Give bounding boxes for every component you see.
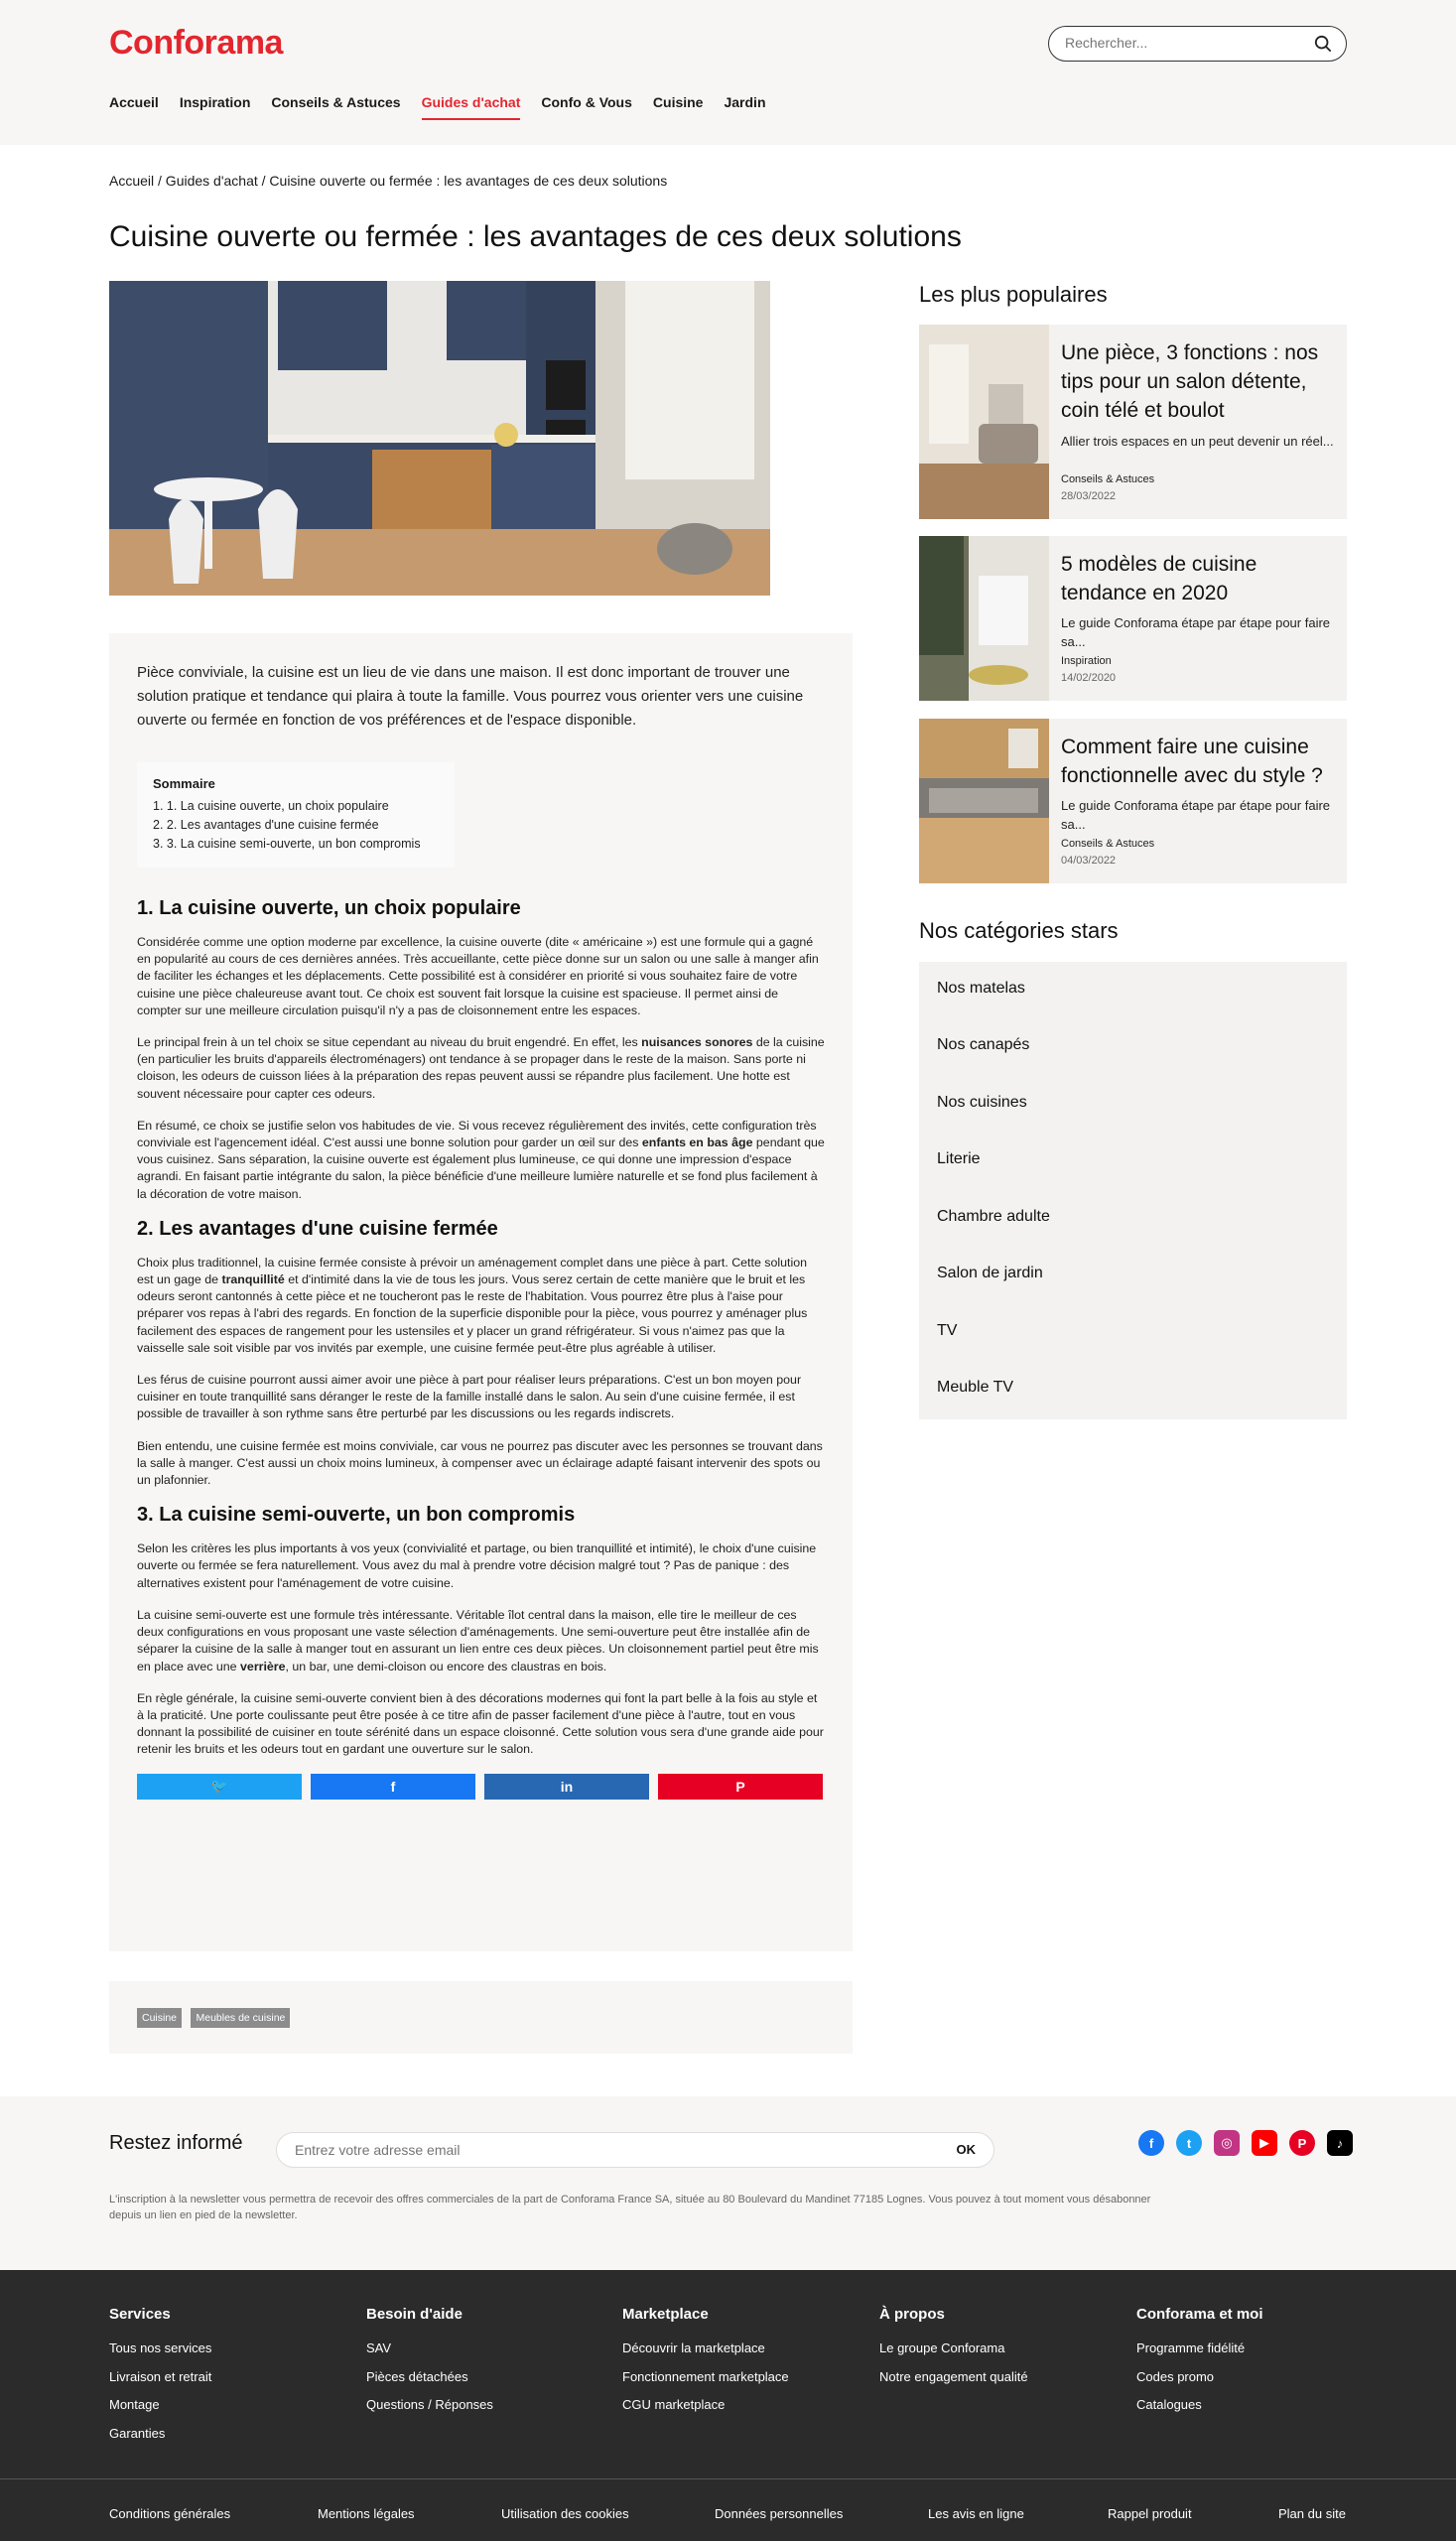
- card-thumbnail[interactable]: [919, 325, 1049, 519]
- footer-link[interactable]: Le groupe Conforama: [879, 2340, 1005, 2355]
- popular-title: Les plus populaires: [919, 282, 1108, 307]
- toc-item[interactable]: 1. 1. La cuisine ouverte, un choix populaire: [153, 799, 389, 813]
- card-category: Inspiration: [1061, 655, 1112, 667]
- nav-cuisine[interactable]: Cuisine: [652, 94, 704, 110]
- nav-conseils-astuces[interactable]: Conseils & Astuces: [271, 94, 401, 110]
- twitter-icon[interactable]: t: [1176, 2130, 1202, 2156]
- category-link[interactable]: Chambre adulte: [937, 1208, 1050, 1225]
- footer-bottom-link[interactable]: Données personnelles: [715, 2506, 844, 2521]
- footer-link[interactable]: Questions / Réponses: [366, 2397, 493, 2412]
- card-title[interactable]: 5 modèles de cuisine tendance en 2020: [1061, 553, 1257, 604]
- card-date: 14/02/2020: [1061, 672, 1117, 684]
- article-intro: Pièce conviviale, la cuisine est un lieu de vie dans une maison. Il est donc important de trouver une solution pratique et tendance qui plaira à toute la famille. Vous pourrez vous orienter vers une cuisine ouverte ou fermée en fonction de vos préférences et de l'espace disponible.: [137, 664, 804, 729]
- footer-link[interactable]: CGU marketplace: [622, 2397, 726, 2412]
- footer-bottom-link[interactable]: Conditions générales: [109, 2506, 231, 2521]
- facebook-icon[interactable]: f: [1138, 2130, 1164, 2156]
- paragraph: La cuisine semi-ouverte est une formule très intéressante. Véritable îlot central dans la maison, elle tire le meilleur de ces deux configurations en vous proposant une vaste sélection d'aménagements. Une semi-ouverture peut être installée afin de séparer la cuisine de la salle à manger tout en assurant un lien entre ces deux pièces. Un cloisonnement partiel peut être mis en place avec une verrière, un bar, une demi-cloison ou encore des claustras en bois.: [137, 1607, 819, 1673]
- newsletter-email-input[interactable]: [295, 2142, 910, 2158]
- bold-text: verrière: [240, 1659, 286, 1673]
- article-body: [109, 633, 853, 1951]
- footer-link[interactable]: Notre engagement qualité: [879, 2368, 1028, 2384]
- newsletter-legal-text: L'inscription à la newsletter vous permettra de recevoir des offres commerciales de la part de Conforama France SA, située au 80 Boulevard du Mandinet 77185 Lognes. Vous pouvez à tout moment vous désabonner depuis un lien en pied de la newsletter.: [109, 2194, 1151, 2221]
- category-link[interactable]: Nos cuisines: [937, 1094, 1027, 1111]
- nav-confo-vous[interactable]: Confo & Vous: [541, 94, 632, 110]
- footer-column-title: Besoin d'aide: [366, 2306, 463, 2323]
- card-category: Conseils & Astuces: [1061, 473, 1155, 485]
- paragraph: Le principal frein à un tel choix se situe cependant au niveau du bruit engendré. En effet, les nuisances sonores de la cuisine (en particulier les bruits d'appareils électroménagers) ont tendance à se propager dans le reste de la maison. Sans porte ni cloison, les odeurs de cuisson liées à la préparation des repas peuvent aussi se répandre plus facilement. Une hotte est souvent nécessaire pour capter ces odeurs.: [137, 1035, 825, 1101]
- table-of-contents: [137, 762, 455, 868]
- category-link[interactable]: Salon de jardin: [937, 1265, 1043, 1281]
- footer-bottom-link[interactable]: Les avis en ligne: [928, 2506, 1024, 2521]
- footer-bottom-link[interactable]: Mentions légales: [318, 2506, 415, 2521]
- paragraph: Selon les critères les plus importants à vos yeux (convivialité et partage, ou bien tranquillité et intimité), le choix d'une cuisine ouverte ou fermée se fera naturellement. Vous avez du mal à prendre votre décision malgré tout ? Pas de panique : des alternatives existent pour l'aménagement de votre cuisine.: [137, 1541, 817, 1590]
- share-facebook-button[interactable]: [311, 1774, 475, 1800]
- nav-accueil[interactable]: Accueil: [109, 94, 159, 110]
- category-link[interactable]: Nos matelas: [937, 980, 1025, 997]
- twitter-icon: 🐦: [210, 1778, 228, 1795]
- card-title[interactable]: Une pièce, 3 fonctions : nos tips pour un salon détente, coin télé et boulot: [1061, 341, 1319, 422]
- share-linkedin-button[interactable]: [484, 1774, 649, 1800]
- category-link[interactable]: TV: [937, 1322, 958, 1339]
- newsletter-section: [0, 2096, 1456, 2270]
- categories-title: Nos catégories stars: [919, 918, 1119, 943]
- tags-box: [109, 1981, 853, 2054]
- newsletter-form: [276, 2132, 994, 2168]
- footer-link[interactable]: Pièces détachées: [366, 2368, 468, 2384]
- footer-column-aide: [366, 2306, 493, 2420]
- paragraph: Bien entendu, une cuisine fermée est moins conviviale, car vous ne pourrez pas discuter avec les personnes se trouvant dans la salle à manger. C'est aussi un choix moins lumineux, à compenser avec un éclairage adapté faisant intervenir des spots ou un plafonnier.: [137, 1438, 823, 1488]
- card-description: Allier trois espaces en un peut devenir un réel...: [1061, 434, 1334, 449]
- footer-link[interactable]: Fonctionnement marketplace: [622, 2368, 789, 2384]
- categories-list: [919, 962, 1347, 1419]
- footer-column-title: À propos: [879, 2306, 945, 2323]
- category-link[interactable]: Meuble TV: [937, 1379, 1014, 1396]
- paragraph: Choix plus traditionnel, la cuisine fermée consiste à prévoir un aménagement complet dans une pièce à part. Cette solution est un gage de tranquillité et d'intimité dans la vie de tous les jours. Vous serez certain de cette manière que le bruit et les odeurs seront cantonnés à cette pièce et ne toucheront pas le reste de l'habitation. Vous pourrez être plus à l'aise pour préparer vos repas à l'abri des regards. En fonction de la superficie disponible pour la pièce, vous pourrez y aménager plus facilement des espaces de rangement pour les ustensiles et y placer un grand réfrigérateur. Si vous n'aimez pas que la vaisselle sale soit visible par vos invités par exemple, une cuisine fermée peut-être plus agréable à utiliser.: [137, 1255, 808, 1355]
- card-date: 04/03/2022: [1061, 855, 1117, 867]
- footer-divider: [0, 2478, 1456, 2479]
- footer-column-apropos: [879, 2306, 1028, 2391]
- section-heading-2: 2. Les avantages d'une cuisine fermée: [137, 1217, 498, 1240]
- card-thumbnail[interactable]: [919, 536, 1049, 701]
- popular-card[interactable]: [919, 719, 1347, 883]
- popular-card[interactable]: [919, 325, 1347, 519]
- youtube-icon[interactable]: ▶: [1252, 2130, 1277, 2156]
- kitchen-illustration: [109, 281, 770, 596]
- footer-link[interactable]: SAV: [366, 2340, 392, 2355]
- search-input[interactable]: [1065, 35, 1303, 51]
- card-title[interactable]: Comment faire une cuisine fonctionnelle avec du style ?: [1061, 736, 1323, 787]
- paragraph: En résumé, ce choix se justifie selon vos habitudes de vie. Si vous recevez régulièrement des invités, cette configuration très conviviale est l'agencement idéal. C'est aussi une bonne solution pour garder un œil sur des enfants en bas âge pendant que vous cuisinez. Sans séparation, la cuisine ouverte est également plus lumineuse, ce qui donne une impression d'espace agrandi. En faisant partie intégrante du salon, la pièce bénéficie d'une meilleure lumière naturelle et se fond plus facilement à la décoration de votre maison.: [137, 1118, 825, 1201]
- toc-item[interactable]: 3. 3. La cuisine semi-ouverte, un bon compromis: [153, 837, 421, 851]
- search-bar[interactable]: [1048, 26, 1347, 62]
- footer-column-services: [109, 2306, 211, 2448]
- newsletter-title: Restez informé: [109, 2132, 243, 2154]
- footer-column-marketplace: [622, 2306, 789, 2420]
- nav-jardin[interactable]: Jardin: [724, 94, 766, 110]
- facebook-icon: f: [390, 1778, 396, 1795]
- page-title: Cuisine ouverte ou fermée : les avantages de ces deux solutions: [109, 220, 962, 253]
- footer-bottom-link[interactable]: Plan du site: [1278, 2506, 1346, 2521]
- footer-link[interactable]: Montage: [109, 2397, 160, 2412]
- card-date: 28/03/2022: [1061, 490, 1117, 502]
- bold-text: enfants en bas âge: [641, 1136, 753, 1150]
- search-icon[interactable]: [1314, 35, 1332, 53]
- instagram-icon[interactable]: ◎: [1214, 2130, 1240, 2156]
- hero-kitchen-image: [109, 281, 770, 596]
- social-links: [1138, 2130, 1353, 2156]
- newsletter-submit-button[interactable]: OK: [956, 2142, 976, 2157]
- share-twitter-button[interactable]: [137, 1774, 302, 1800]
- nav-inspiration[interactable]: Inspiration: [179, 94, 251, 110]
- category-link[interactable]: Nos canapés: [937, 1036, 1030, 1053]
- footer-link[interactable]: Programme fidélité: [1136, 2340, 1246, 2355]
- footer-link[interactable]: Catalogues: [1136, 2397, 1202, 2412]
- tag-cuisine[interactable]: Cuisine: [137, 2008, 182, 2028]
- card-description: Le guide Conforama étape par étape pour faire sa...: [1061, 615, 1331, 649]
- paragraph: Considérée comme une option moderne par excellence, la cuisine ouverte (dite « américaine ») est une formule qui a gagné en popularité au cours de ces dernières années. Très accueillante, cette pièce donne sur un salon ou une salle à manger afin de faciliter les échanges et les déplacements. Cette possibilité est à considérer en priorité si vous souhaitez faire de votre cuisine une pièce chaleureuse avant tout. Ce choix est souvent fait lorsque la cuisine est spacieuse. Il permet ainsi de compter sur une meilleure circulation puisqu'il n'y a pas de cloisonnement entre les espaces.: [137, 935, 819, 1017]
- footer-column-title: Conforama et moi: [1136, 2306, 1263, 2323]
- footer-link[interactable]: Tous nos services: [109, 2340, 212, 2355]
- main-nav: [109, 94, 787, 120]
- linkedin-icon: in: [560, 1778, 574, 1795]
- share-buttons: [137, 1774, 825, 1800]
- toc-item[interactable]: 2. 2. Les avantages d'une cuisine fermée: [153, 818, 379, 832]
- pinterest-icon: P: [735, 1778, 745, 1795]
- toc-title: Sommaire: [153, 776, 215, 791]
- footer-bottom-link[interactable]: Rappel produit: [1108, 2506, 1192, 2521]
- footer-link[interactable]: Garanties: [109, 2425, 166, 2441]
- section-heading-3: 3. La cuisine semi-ouverte, un bon compromis: [137, 1504, 576, 1527]
- paragraph: En règle générale, la cuisine semi-ouverte convient bien à des décorations modernes qui font la part belle à la fois au style et à la praticité. Une porte coulissante peut être posée à ce titre afin de passer facilement d'une pièce à l'autre, tout en vous donnant la possibilité de cuisiner en toute sérénité dans un espace cloisonné. Cette solution vous sera d'une grande aide pour retenir les bruits et les odeurs tout en gardant une ouverture sur le salon.: [137, 1690, 824, 1757]
- paragraph: Les férus de cuisine pourront aussi aimer avoir une pièce à part pour réaliser leurs préparations. C'est un bon moyen pour cuisiner en toute tranquillité sans déranger le reste de la famille installé dans le salon. Au sein d'une cuisine fermée, il est possible de travailler à son rythme sans être perturbé par les discussions ou les regards indiscrets.: [137, 1373, 802, 1421]
- footer-link[interactable]: Livraison et retrait: [109, 2368, 212, 2384]
- conforama-logo[interactable]: Conforama: [109, 24, 283, 62]
- nav-guides-achat[interactable]: Guides d'achat: [422, 94, 521, 120]
- bold-text: nuisances sonores: [641, 1035, 753, 1050]
- footer-link[interactable]: Codes promo: [1136, 2368, 1215, 2384]
- card-description: Le guide Conforama étape par étape pour faire sa...: [1061, 798, 1331, 832]
- tiktok-icon[interactable]: ♪: [1327, 2130, 1353, 2156]
- footer-column-conforama-et-moi: [1136, 2306, 1263, 2420]
- pinterest-icon[interactable]: P: [1289, 2130, 1315, 2156]
- share-pinterest-button[interactable]: [658, 1774, 823, 1800]
- card-thumbnail[interactable]: [919, 719, 1049, 883]
- card-category: Conseils & Astuces: [1061, 838, 1155, 850]
- breadcrumb[interactable]: Accueil / Guides d'achat / Cuisine ouverte ou fermée : les avantages de ces deux solutions: [109, 173, 668, 189]
- footer-column-title: Services: [109, 2306, 171, 2323]
- site-header: [0, 0, 1456, 145]
- bold-text: tranquillité: [221, 1272, 285, 1287]
- category-link[interactable]: Literie: [937, 1150, 981, 1167]
- footer-bottom-link[interactable]: Utilisation des cookies: [501, 2506, 629, 2521]
- popular-card[interactable]: [919, 536, 1347, 701]
- footer-column-title: Marketplace: [622, 2306, 709, 2323]
- footer-link[interactable]: Découvrir la marketplace: [622, 2340, 765, 2355]
- tag-meubles-de-cuisine[interactable]: Meubles de cuisine: [191, 2008, 290, 2028]
- section-heading-1: 1. La cuisine ouverte, un choix populaire: [137, 897, 521, 919]
- site-footer: [0, 2270, 1456, 2541]
